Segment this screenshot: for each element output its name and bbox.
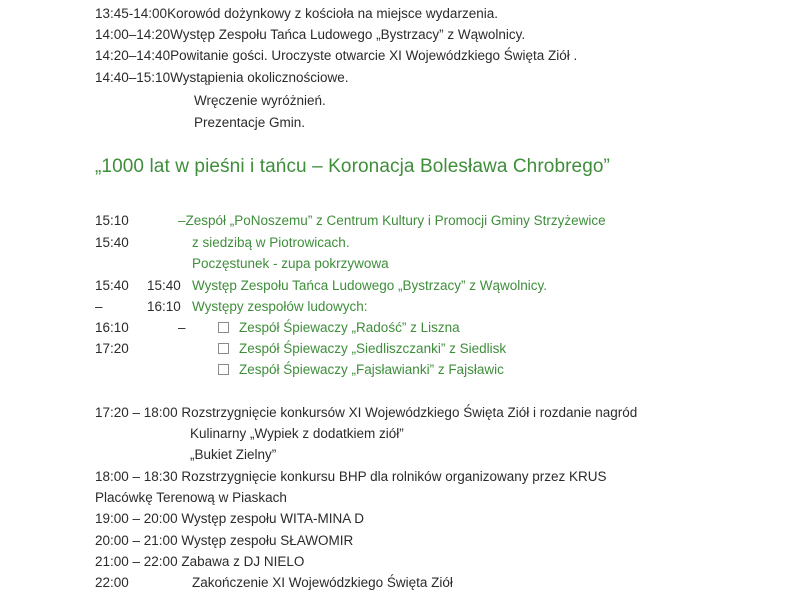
schedule-row: 18:00 – 18:30 Rozstrzygnięcie konkursu BHP dla rolników organizowany przez KRUS — [95, 469, 607, 484]
schedule-row — [95, 67, 349, 88]
time-label: 15:40 — [95, 278, 129, 293]
schedule-row — [95, 45, 577, 66]
row-text: Korowód dożynkowy z kościoła na miejsce wydarzenia. — [167, 6, 498, 21]
time-label: 15:10 — [95, 213, 129, 228]
green-row — [178, 210, 606, 231]
checkbox-icon — [218, 322, 229, 333]
list-item-text: Zespół Śpiewaczy „Siedliszczanki” z Siedlisk — [239, 341, 507, 356]
green-row: Poczęstunek - zupa pokrzywowa — [192, 256, 389, 271]
schedule-row — [95, 24, 525, 45]
row-text: Powitanie gości. Uroczyste otwarcie XI Wojewódzkiego Święta Ziół . — [170, 48, 578, 63]
schedule-subitem: Wręczenie wyróżnień. — [194, 93, 326, 108]
checkbox-icon — [218, 343, 229, 354]
list-item — [218, 338, 506, 359]
row-time: 13:45-14:00 — [95, 6, 168, 21]
list-item — [218, 359, 504, 380]
row-time: 14:40–15:10 — [95, 70, 171, 85]
list-item — [218, 317, 460, 338]
schedule-row: 21:00 – 22:00 Zabawa z DJ NIELO — [95, 554, 305, 569]
list-item-text: Zespół Śpiewaczy „Radość” z Liszna — [239, 320, 460, 335]
row-time: 22:00 — [95, 575, 129, 590]
schedule-row: Placówkę Terenową w Piaskach — [95, 490, 287, 505]
green-row: Występy zespołów ludowych: — [192, 299, 368, 314]
time-label: 16:10 — [147, 299, 181, 314]
row-time: 14:20–14:40 — [95, 48, 171, 63]
row-text: Wystąpienia okolicznościowe. — [170, 70, 349, 85]
row-time: 14:00–14:20 — [95, 27, 171, 42]
schedule-row: 19:00 – 20:00 Występ zespołu WITA-MINA D — [95, 511, 364, 526]
green-row: z siedzibą w Piotrowicach. — [192, 235, 350, 250]
row-text: Zespół „PoNoszemu” z Centrum Kultury i Promocji Gminy Strzyżewice — [185, 213, 606, 228]
green-row: Występ Zespołu Tańca Ludowego „Bystrzacy” z Wąwolnicy. — [192, 278, 548, 293]
time-label: 15:40 — [95, 235, 129, 250]
checkbox-icon — [218, 364, 229, 375]
schedule-row: 20:00 – 21:00 Występ zespołu SŁAWOMIR — [95, 533, 354, 548]
dash: – — [178, 213, 186, 228]
list-item-text: Zespół Śpiewaczy „Fajsławianki” z Fajsławic — [239, 362, 504, 377]
time-label: – — [95, 299, 103, 314]
section-title: „1000 lat w pieśni i tańcu – Koronacja Bolesława Chrobrego” — [95, 156, 610, 177]
schedule-row — [95, 572, 129, 593]
row-text: Występ Zespołu Tańca Ludowego „Bystrzacy” z Wąwolnicy. — [170, 27, 526, 42]
schedule-subitem: Prezentacje Gmin. — [194, 115, 306, 130]
time-label: 15:40 — [147, 278, 181, 293]
schedule-subitem: Kulinarny „Wypiek z dodatkiem ziół” — [190, 426, 404, 441]
schedule-row — [95, 3, 498, 24]
schedule-subitem: „Bukiet Zielny” — [190, 447, 277, 462]
time-label: 17:20 — [95, 341, 129, 356]
row-text: Zakończenie XI Wojewódzkiego Święta Ziół — [192, 575, 453, 590]
time-label: – — [178, 320, 186, 335]
time-label: 16:10 — [95, 320, 129, 335]
schedule-row: 17:20 – 18:00 Rozstrzygnięcie konkursów XI Wojewódzkiego Święta Ziół i rozdanie nagród — [95, 405, 638, 420]
